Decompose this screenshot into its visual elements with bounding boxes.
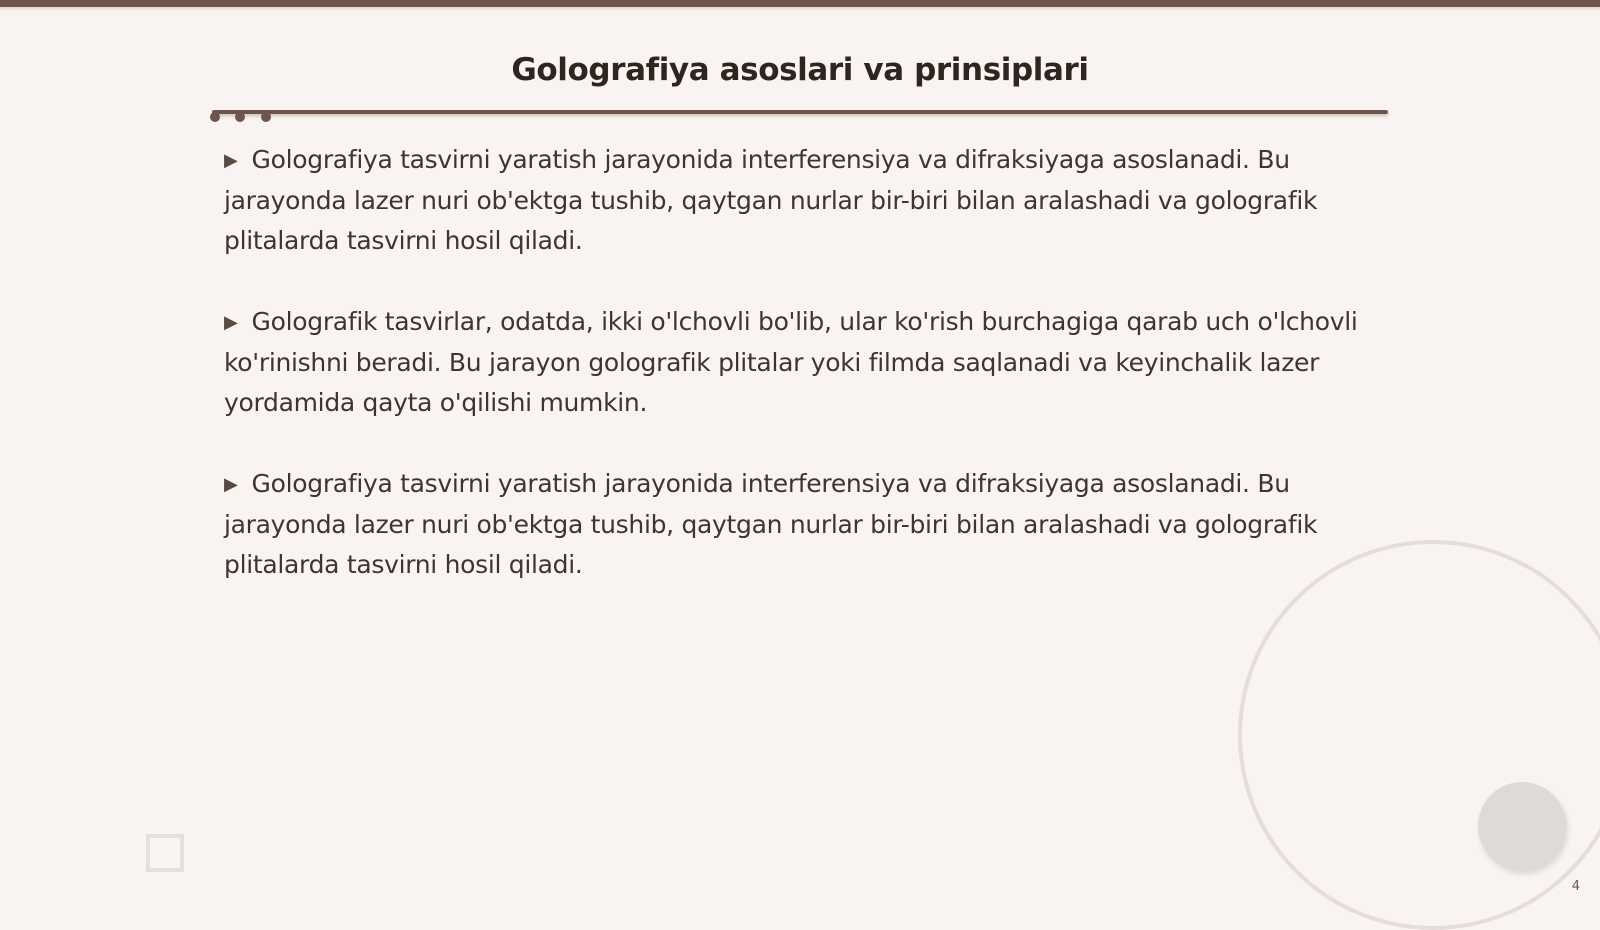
decorative-dot (210, 112, 220, 122)
triangle-right-icon: ▶ (224, 150, 238, 171)
bullet-paragraph (224, 302, 1364, 423)
decorative-square-outline (146, 834, 184, 872)
page-number: 4 (1571, 879, 1580, 894)
bullet-text: Golografiya tasvirni yaratish jarayonida interferensiya va difraksiyaga asoslanadi. Bu jarayonda lazer nuri ob'ektga tushib, qaytgan nurlar bir-biri bilan aralashadi va golografik plitalarda tasvirni hosil qiladi. (224, 145, 1318, 255)
decorative-dot (235, 112, 245, 122)
bullet-paragraph (224, 140, 1364, 261)
slide-title: Golografiya asoslari va prinsiplari (511, 52, 1089, 88)
decorative-circle-filled (1478, 782, 1566, 870)
decorative-dot (261, 112, 271, 122)
bullet-paragraph (224, 464, 1364, 585)
top-accent-bar (0, 0, 1600, 7)
bullet-text: Golografiya tasvirni yaratish jarayonida interferensiya va difraksiyaga asoslanadi. Bu jarayonda lazer nuri ob'ektga tushib, qaytgan nurlar bir-biri bilan aralashadi va golografik plitalarda tasvirni hosil qiladi. (224, 469, 1318, 579)
triangle-right-icon: ▶ (224, 474, 238, 495)
decorative-circle-outline (1238, 540, 1600, 930)
slide-body (224, 140, 1364, 626)
bullet-text: Golografik tasvirlar, odatda, ikki o'lchovli bo'lib, ular ko'rish burchagiga qarab uch o'lchovli ko'rinishni beradi. Bu jarayon golografik plitalar yoki filmda saqlanadi va keyinchalik lazer yordamida qayta o'qilishi mumkin. (224, 307, 1358, 417)
top-accent-shadow (0, 7, 1600, 11)
triangle-right-icon: ▶ (224, 312, 238, 333)
title-underline (212, 110, 1388, 114)
